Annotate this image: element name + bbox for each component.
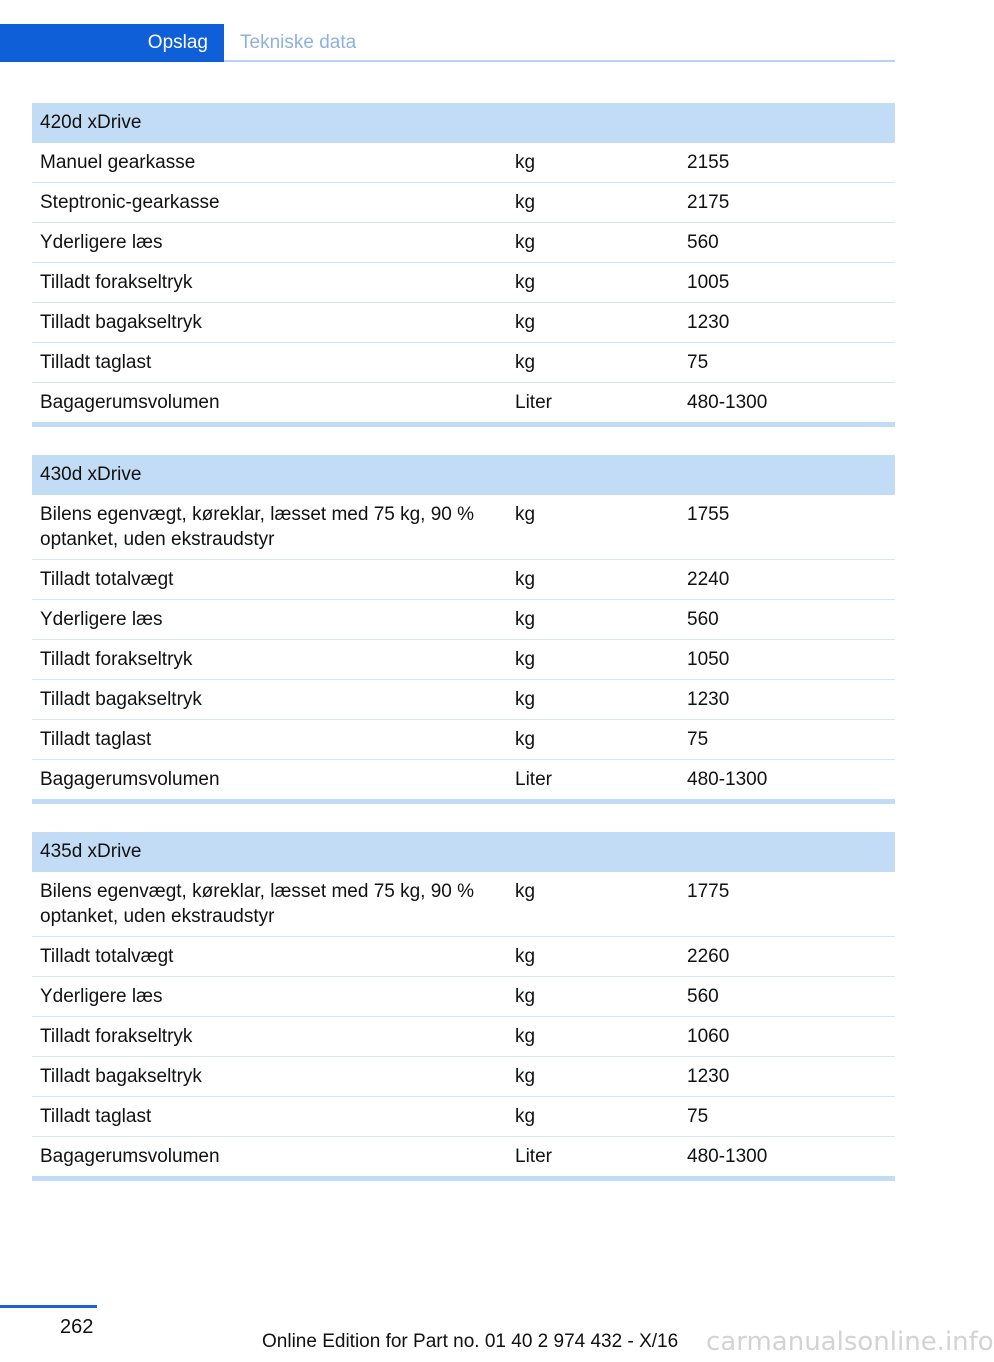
row-label: Bagagerumsvolumen [32,1137,507,1179]
row-value: 2240 [679,560,895,600]
table-row [32,1017,895,1057]
tab-opslag[interactable]: Opslag [0,24,224,62]
row-label: Bagagerumsvolumen [32,383,507,425]
row-unit: kg [507,560,679,600]
spec-table-420d [32,103,895,427]
row-unit: kg [507,1017,679,1057]
row-unit: Liter [507,760,679,802]
row-value: 2175 [679,183,895,223]
row-label: Yderligere læs [32,223,507,263]
row-unit: kg [507,937,679,977]
row-label: Tilladt totalvægt [32,937,507,977]
row-value: 560 [679,600,895,640]
table-row [32,143,895,183]
spec-table-430d [32,455,895,804]
row-unit: kg [507,680,679,720]
row-value: 1230 [679,680,895,720]
row-label: Tilladt totalvægt [32,560,507,600]
row-label: Yderligere læs [32,600,507,640]
row-label: Tilladt taglast [32,343,507,383]
row-label: Tilladt forakseltryk [32,640,507,680]
watermark: carmanualsonline.info [706,1327,994,1357]
table-title: 435d xDrive [32,832,895,872]
table-row [32,600,895,640]
row-unit: kg [507,303,679,343]
row-label: Steptronic-gearkasse [32,183,507,223]
row-unit: kg [507,640,679,680]
row-label: Bilens egenvægt, køreklar, læsset med 75 kg, 90 % optanket, uden ekstraudstyr [32,872,507,937]
table-header-row [32,455,895,495]
table-title: 430d xDrive [32,455,895,495]
row-unit: kg [507,1057,679,1097]
table-header-row [32,832,895,872]
row-value: 75 [679,343,895,383]
table-row [32,937,895,977]
tab-tekniske-data[interactable]: Tekniske data [240,32,357,53]
row-unit: Liter [507,1137,679,1179]
table-row [32,977,895,1017]
row-unit: kg [507,495,679,560]
table-row [32,1097,895,1137]
header-divider [224,60,895,62]
row-value: 560 [679,223,895,263]
row-value: 75 [679,1097,895,1137]
row-label: Yderligere læs [32,977,507,1017]
table-row [32,263,895,303]
row-value: 560 [679,977,895,1017]
spec-table-435d [32,832,895,1181]
row-value: 1755 [679,495,895,560]
table-header-row [32,103,895,143]
row-label: Tilladt bagakseltryk [32,303,507,343]
row-unit: kg [507,720,679,760]
row-value: 480-1300 [679,1137,895,1179]
spec-tables [32,103,895,1181]
table-row [32,1057,895,1097]
edition-text: Online Edition for Part no. 01 40 2 974 432 - X/16 [262,1331,679,1352]
table-row [32,303,895,343]
row-value: 480-1300 [679,383,895,425]
table-row [32,495,895,560]
row-unit: kg [507,223,679,263]
row-value: 2260 [679,937,895,977]
table-row [32,720,895,760]
row-unit: kg [507,1097,679,1137]
table-row [32,640,895,680]
table-row [32,760,895,802]
row-unit: kg [507,600,679,640]
table-row [32,680,895,720]
row-unit: kg [507,977,679,1017]
row-label: Tilladt forakseltryk [32,263,507,303]
table-row [32,223,895,263]
table-row [32,1137,895,1179]
row-label: Manuel gearkasse [32,143,507,183]
table-row [32,560,895,600]
table-row [32,872,895,937]
row-label: Tilladt taglast [32,720,507,760]
row-unit: kg [507,143,679,183]
row-value: 1230 [679,1057,895,1097]
row-value: 1775 [679,872,895,937]
row-value: 1230 [679,303,895,343]
row-label: Bagagerumsvolumen [32,760,507,802]
row-unit: kg [507,183,679,223]
row-value: 480-1300 [679,760,895,802]
row-value: 1005 [679,263,895,303]
row-label: Tilladt bagakseltryk [32,1057,507,1097]
table-title: 420d xDrive [32,103,895,143]
row-value: 1050 [679,640,895,680]
row-value: 75 [679,720,895,760]
table-row [32,183,895,223]
page-number: 262 [60,1316,94,1338]
row-label: Tilladt taglast [32,1097,507,1137]
footer-accent-line [0,1305,97,1308]
row-unit: kg [507,263,679,303]
row-label: Bilens egenvægt, køreklar, læsset med 75 kg, 90 % optanket, uden ekstraudstyr [32,495,507,560]
page-header [0,24,895,62]
row-label: Tilladt forakseltryk [32,1017,507,1057]
row-value: 1060 [679,1017,895,1057]
row-unit: kg [507,343,679,383]
row-unit: kg [507,872,679,937]
table-row [32,383,895,425]
table-row [32,343,895,383]
row-unit: Liter [507,383,679,425]
row-label: Tilladt bagakseltryk [32,680,507,720]
row-value: 2155 [679,143,895,183]
